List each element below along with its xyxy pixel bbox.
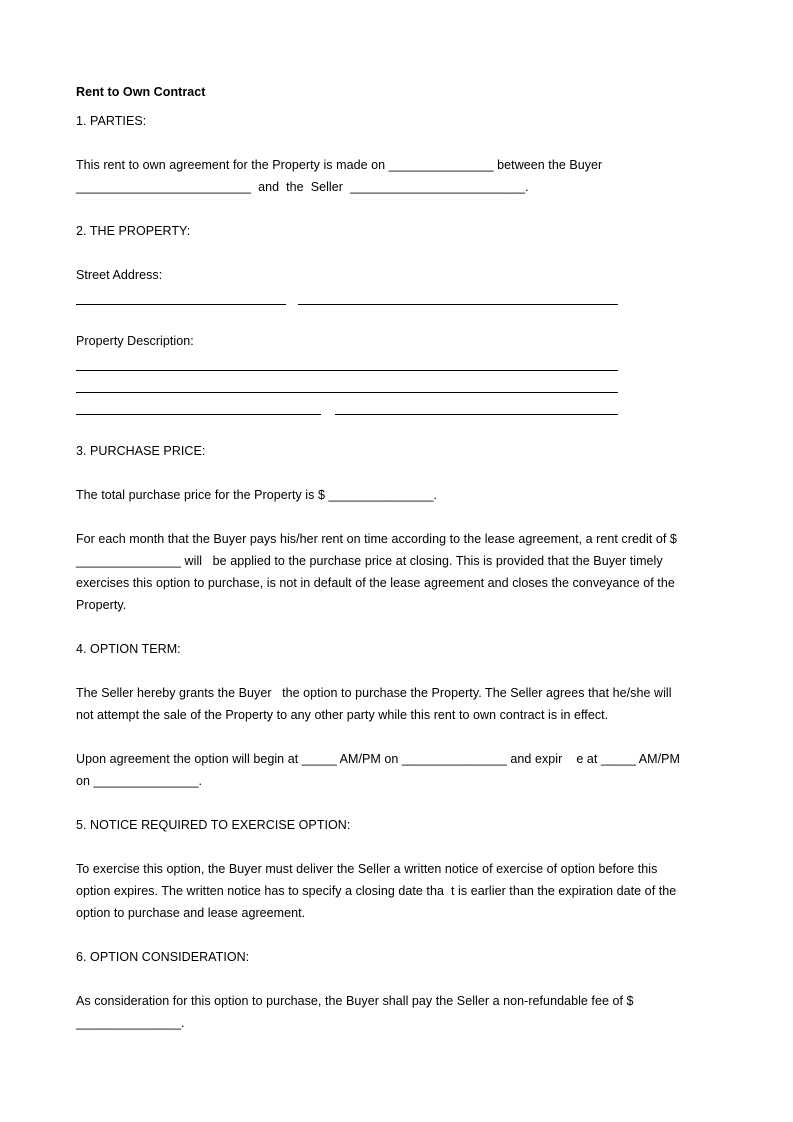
rent-credit-line-1: For each month that the Buyer pays his/her rent on time according to the lease agreement, a rent credit of $ <box>76 532 677 546</box>
property-description-label: Property Description: <box>76 334 194 348</box>
document-title: Rent to Own Contract <box>76 85 206 99</box>
option-grant-line-1: The Seller hereby grants the Buyer the option to purchase the Property. The Seller agrees that he/she will <box>76 686 672 700</box>
section-heading-notice: 5. NOTICE REQUIRED TO EXERCISE OPTION: <box>76 818 351 832</box>
option-grant-line-2: not attempt the sale of the Property to any other party while this rent to own contract is in effect. <box>76 708 609 722</box>
street-address-blank-2 <box>298 304 618 305</box>
street-address-label: Street Address: <box>76 268 163 282</box>
option-agreement-line-1: Upon agreement the option will begin at _____ AM/PM on _______________ and expir e at _____ AM/PM <box>76 752 681 766</box>
property-description-blank-3a <box>76 414 321 415</box>
section-heading-option-term: 4. OPTION TERM: <box>76 642 181 656</box>
rent-credit-line-2: _______________ will be applied to the purchase price at closing. This is provided that the Buyer timely <box>76 554 663 568</box>
rent-credit-line-3: exercises this option to purchase, is not in default of the lease agreement and closes the conveyance of the <box>76 576 675 590</box>
parties-text-line-1: This rent to own agreement for the Property is made on _______________ between the Buyer <box>76 158 603 172</box>
notice-line-3: option to purchase and lease agreement. <box>76 906 306 920</box>
street-address-blank-1 <box>76 304 286 305</box>
section-heading-price: 3. PURCHASE PRICE: <box>76 444 206 458</box>
property-description-blank-1 <box>76 370 618 371</box>
parties-text-line-2: _________________________ and the Seller _________________________. <box>76 180 529 194</box>
section-heading-consideration: 6. OPTION CONSIDERATION: <box>76 950 250 964</box>
property-description-blank-3b <box>335 414 618 415</box>
option-agreement-line-2: on _______________. <box>76 774 203 788</box>
total-price-line: The total purchase price for the Property is $ _______________. <box>76 488 438 502</box>
section-heading-property: 2. THE PROPERTY: <box>76 224 191 238</box>
rent-credit-line-4: Property. <box>76 598 127 612</box>
property-description-blank-2 <box>76 392 618 393</box>
consideration-line-2: _______________. <box>76 1016 185 1030</box>
consideration-line-1: As consideration for this option to purchase, the Buyer shall pay the Seller a non-refundable fee of $ <box>76 994 634 1008</box>
notice-line-1: To exercise this option, the Buyer must deliver the Seller a written notice of exercise of option before this <box>76 862 658 876</box>
section-heading-parties: 1. PARTIES: <box>76 114 147 128</box>
notice-line-2: option expires. The written notice has to specify a closing date tha t is earlier than the expiration date of the <box>76 884 677 898</box>
